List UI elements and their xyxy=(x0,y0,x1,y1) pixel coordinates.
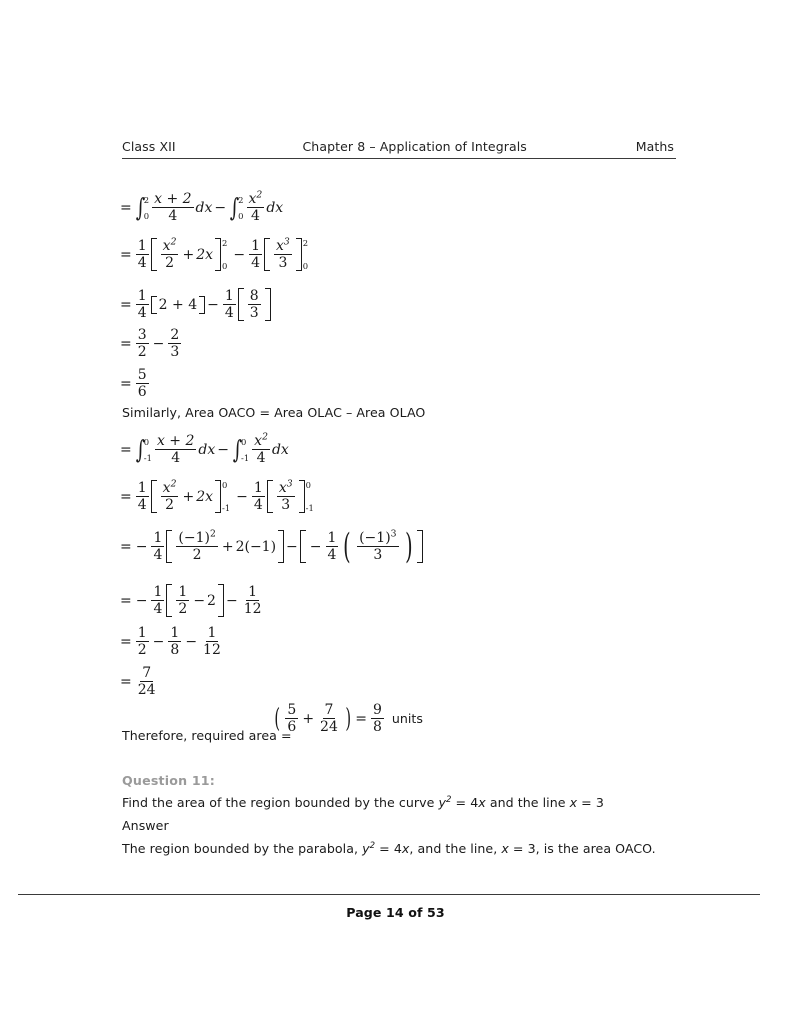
answer-text-b: = 4 xyxy=(375,841,402,856)
similarly-statement: Similarly, Area OACO = Area OLAC – Area OLAO xyxy=(122,405,426,420)
bracket-group: $\frac{8}{3}$ xyxy=(238,288,271,321)
page-header xyxy=(122,139,676,154)
units-label: units xyxy=(391,711,423,727)
page-number: Page 14 of 53 xyxy=(346,905,445,920)
bracket-group: $\frac{x^2}{2}$ + 2x 2 0 xyxy=(151,238,228,271)
question-var-x2: x xyxy=(569,795,578,810)
header-class-label: Class XII xyxy=(122,139,176,154)
equation-final-area: ( $\frac{5}{6}$ + $\frac{7}{24}$ ) = $\frac{9}{8}$ units xyxy=(272,703,423,734)
integral-sign: ∫ 2 0 xyxy=(229,192,244,222)
equation-g1-line2: = $\frac{1}{4}$ $\frac{x^2}{2}$ + 2x 2 0 − $\frac{1}{4}$ $\frac{x^3}{3}$ 2 0 xyxy=(120,236,309,272)
answer-var-x: x xyxy=(401,841,410,856)
question-text-d: = 3 xyxy=(577,795,604,810)
header-subject-label: Maths xyxy=(635,139,674,154)
equation-g2-line2: = $\frac{1}{4}$ $\frac{x^2}{2}$ + 2x 0 -1 − $\frac{1}{4}$ $\frac{x^3}{3}$ 0 -1 xyxy=(120,478,314,514)
question-text-c: and the line xyxy=(485,795,570,810)
question-var-y: y xyxy=(438,795,446,810)
question-text xyxy=(122,795,604,810)
therefore-label: Therefore, required area = xyxy=(122,728,292,743)
equation-g2-line5: = $\frac{1}{2}$ − $\frac{1}{8}$ − $\frac{1}{12}$ xyxy=(120,625,221,658)
equation-g2-line1: = ∫ 0 -1 $\frac{x + 2}{4}$ dx − ∫ 0 -1 $\frac{x^2}{4}$ dx xyxy=(120,431,289,466)
equation-g1-line4: = $\frac{3}{2}$ − $\frac{2}{3}$ xyxy=(120,327,180,360)
question-text-a: Find the area of the region bounded by the curve xyxy=(122,795,439,810)
answer-exponent: 2 xyxy=(369,840,376,851)
bracket-group: $\frac{(-1)^2}{2}$ + 2(−1) xyxy=(166,530,284,563)
integral-sign: ∫ 0 -1 xyxy=(135,434,152,464)
bracket-group: $\frac{1}{2}$ − 2 xyxy=(166,584,224,617)
answer-text xyxy=(122,841,656,856)
bracket-group: $\frac{x^3}{3}$ 0 -1 xyxy=(267,480,314,513)
answer-var-x2: x xyxy=(501,841,509,856)
integral-sign: ∫ 2 0 xyxy=(135,192,150,222)
answer-var-y: y xyxy=(362,841,370,856)
bracket-group: 2 + 4 xyxy=(151,296,205,314)
paren-group: ( $\frac{(-1)^3}{3}$ ) xyxy=(343,526,413,567)
paren-group: ( $\frac{5}{6}$ + $\frac{7}{24}$ ) xyxy=(274,702,351,735)
question-text-b: = 4 xyxy=(451,795,479,810)
equation-g2-line6: = $\frac{7}{24}$ xyxy=(120,665,156,698)
answer-text-a: The region bounded by the parabola, xyxy=(122,841,363,856)
equation-g2-line3: = − $\frac{1}{4}$ $\frac{(-1)^2}{2}$ + 2(−1) − − $\frac{1}{4}$ ( $\frac{(-1)^3}{3}$ ) xyxy=(118,530,423,563)
footer-divider xyxy=(18,894,760,895)
question-number-label: Question 11: xyxy=(122,773,216,788)
integral-sign: ∫ 0 -1 xyxy=(232,434,250,464)
equation-g1-line1: = ∫ 2 0 $\frac{x + 2}{4}$ dx − ∫ 2 0 $\frac{x^2}{4}$ dx xyxy=(120,189,284,224)
answer-label: Answer xyxy=(122,818,169,833)
equation-g1-line5: = $\frac{5}{6}$ xyxy=(120,367,147,400)
bracket-group: $\frac{x^3}{3}$ 2 0 xyxy=(264,238,308,271)
answer-text-d: = 3, is the area OACO. xyxy=(508,841,656,856)
question-var-x: x xyxy=(478,795,486,810)
equation-g1-line3: = $\frac{1}{4}$ 2 + 4 − $\frac{1}{4}$ $\frac{8}{3}$ xyxy=(118,288,271,321)
equation-g2-line4: = − $\frac{1}{4}$ $\frac{1}{2}$ − 2 − $\frac{1}{12}$ xyxy=(120,584,262,617)
bracket-group: $\frac{x^2}{2}$ + 2x 0 -1 xyxy=(151,480,231,513)
question-exponent: 2 xyxy=(445,794,452,805)
header-divider xyxy=(122,158,676,159)
answer-text-c: , and the line, xyxy=(409,841,502,856)
header-chapter-title: Chapter 8 – Application of Integrals xyxy=(302,139,527,154)
bracket-group: − $\frac{1}{4}$ ( $\frac{(-1)^3}{3}$ ) xyxy=(300,530,423,563)
